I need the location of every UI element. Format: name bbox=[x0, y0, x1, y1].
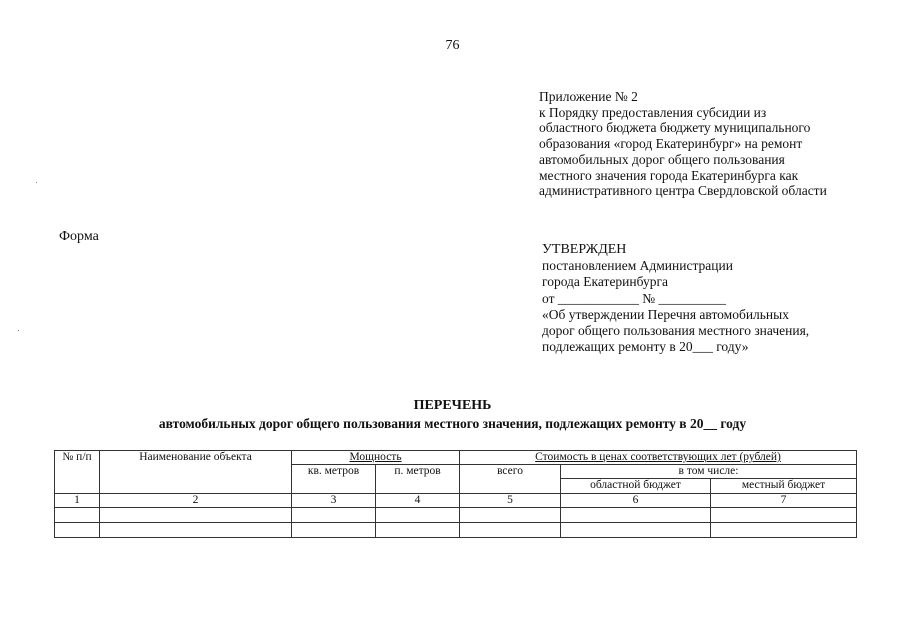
document-subtitle: автомобильных дорог общего пользования местного значения, подлежащих ремонту в 20__ году bbox=[158, 416, 747, 431]
appendix-line: к Порядку предоставления субсидии из bbox=[539, 104, 767, 120]
appendix-line: административного центра Свердловской области bbox=[539, 183, 827, 199]
table-cell bbox=[711, 523, 857, 538]
header-including: в том числе: bbox=[561, 465, 857, 479]
header-cost-text: Стоимость в ценах соответствующих лет (рублей) bbox=[535, 451, 781, 463]
approval-line: постановлением Администрации bbox=[542, 258, 733, 274]
column-number: 7 bbox=[711, 494, 857, 508]
header-cost bbox=[460, 451, 857, 465]
appendix-line: областного бюджета бюджету муниципального bbox=[539, 120, 811, 136]
header-capacity bbox=[292, 451, 460, 465]
table-cell bbox=[376, 523, 460, 538]
table-cell bbox=[460, 523, 561, 538]
table-row bbox=[55, 523, 857, 538]
approval-line: города Екатеринбурга bbox=[542, 274, 669, 290]
approval-line: дорог общего пользования местного значения, bbox=[542, 323, 810, 339]
approval-title: УТВЕРЖДЕН bbox=[542, 242, 627, 257]
column-number: 6 bbox=[561, 494, 711, 508]
header-total: всего bbox=[460, 465, 561, 494]
column-number: 2 bbox=[100, 494, 292, 508]
appendix-line: местного значения города Екатеринбурга как bbox=[539, 167, 799, 183]
header-lin-m: п. метров bbox=[376, 465, 460, 494]
table-cell bbox=[100, 508, 292, 523]
roads-table bbox=[54, 450, 857, 538]
column-number: 4 bbox=[376, 494, 460, 508]
table-cell bbox=[292, 523, 376, 538]
column-numbers-row bbox=[55, 494, 857, 508]
column-number: 5 bbox=[460, 494, 561, 508]
table-cell bbox=[376, 508, 460, 523]
table-cell bbox=[460, 508, 561, 523]
approval-block bbox=[542, 242, 809, 355]
scan-speck bbox=[36, 182, 37, 183]
approval-line: «Об утверждении Перечня автомобильных bbox=[542, 306, 789, 322]
header-capacity-text: Мощность bbox=[349, 451, 402, 463]
appendix-line: образования «город Екатеринбург» на ремонт bbox=[539, 136, 803, 152]
header-row bbox=[55, 451, 857, 465]
form-label: Форма bbox=[59, 229, 99, 244]
table-cell bbox=[100, 523, 292, 538]
appendix-block bbox=[539, 89, 827, 199]
appendix-line: автомобильных дорог общего пользования bbox=[539, 151, 785, 167]
table-cell bbox=[711, 508, 857, 523]
table-cell bbox=[292, 508, 376, 523]
table-cell bbox=[561, 523, 711, 538]
table-cell bbox=[55, 523, 100, 538]
table-cell bbox=[55, 508, 100, 523]
document-title: ПЕРЕЧЕНЬ bbox=[413, 398, 492, 413]
header-number: № п/п bbox=[55, 451, 100, 494]
header-local: местный бюджет bbox=[711, 479, 857, 494]
scan-speck bbox=[18, 330, 19, 331]
table-cell bbox=[561, 508, 711, 523]
header-regional: областной бюджет bbox=[561, 479, 711, 494]
page-number: 76 bbox=[445, 38, 460, 53]
header-name: Наименование объекта bbox=[100, 451, 292, 494]
appendix-line: Приложение № 2 bbox=[539, 89, 638, 104]
approval-line: от ____________ № __________ bbox=[542, 290, 726, 306]
table-row bbox=[55, 508, 857, 523]
column-number: 1 bbox=[55, 494, 100, 508]
column-number: 3 bbox=[292, 494, 376, 508]
header-sq-m: кв. метров bbox=[292, 465, 376, 494]
approval-line: подлежащих ремонту в 20___ году» bbox=[542, 339, 749, 355]
